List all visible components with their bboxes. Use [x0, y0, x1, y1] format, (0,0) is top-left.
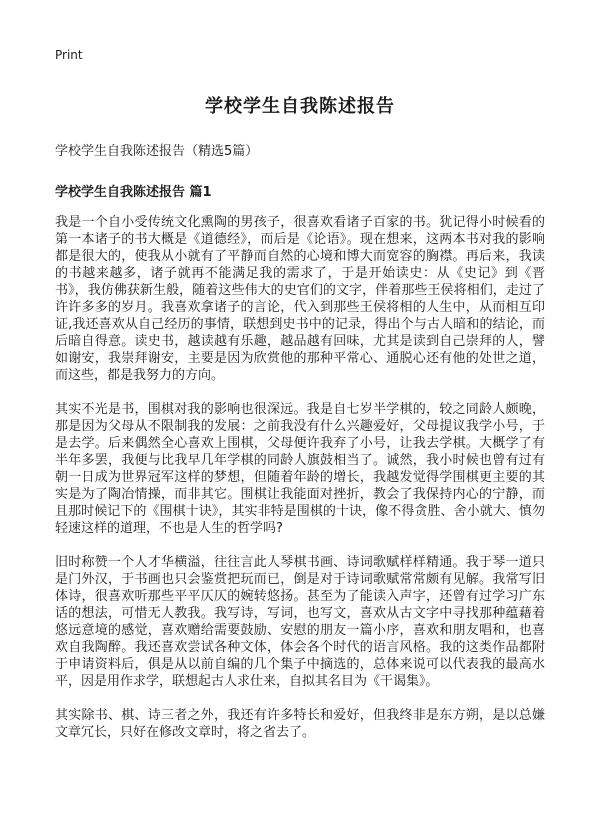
- section-heading: 学校学生自我陈述报告 篇1: [55, 185, 212, 200]
- document-title: 学校学生自我陈述报告: [205, 96, 395, 117]
- paragraph: 其实除书、棋、诗三者之外，我还有许多特长和爱好，但我终非是东方朔，是以总嫌文章冗长，只好在修改文章时，将之省去了。: [55, 708, 545, 740]
- print-button[interactable]: Print: [55, 48, 83, 62]
- paragraph: 旧时称赞一个人才华横溢，往往言此人琴棋书画、诗词歌赋样样精通。我于琴一道只是门外汉，于书画也只会鉴赏把玩而已，倒是对于诗词歌赋常常颇有见解。我常写旧体诗，很喜欢听那些平平仄仄的婉转悠扬。甚至为了能读入声字，还曾有过学习广东话的想法，可惜无人教我。我写诗，写词，也写文，喜欢从古文字中寻找那种蕴藉着悠远意境的感觉，喜欢赠给需要鼓励、安慰的朋友一篇小序，喜欢和朋友唱和，也喜欢自我陶醉。我还喜欢尝试各种文体，体会各个时代的语言风格。我的这类作品都附于申请资料后，俱是从以前自编的几个集子中摘选的，总体来说可以代表我的最高水平，因是用作求学，联想起古人求仕来，自拟其名目为《干谒集》。: [55, 555, 545, 689]
- paragraph: 我是一个自小受传统文化熏陶的男孩子，很喜欢看诸子百家的书。犹记得小时候看的第一本诸子的书大概是《道德经》，而后是《论语》。现在想来，这两本书对我的影响都是很大的，使我从小就有了平静而自然的心境和博大而宽容的胸襟。再后来，我读的书越来越多，诸子就再不能满足我的需求了，于是开始读史：从《史记》到《晋书》，我仿佛获新生般，随着这些伟大的史官们的文字，伴着那些王侯将相们，走过了许许多多的岁月。我喜欢拿诸子的言论，代入到那些王侯将相的人生中，从而相互印证,我还喜欢从自己经历的事情，联想到史书中的记录，得出个与古人暗和的结论，而后暗自得意。读史书，越读越有乐趣，越品越有回味，尤其是读到自己崇拜的人，譬如谢安，我崇拜谢安，主要是因为欣赏他的那种平常心、通脱心还有他的处世之道，而这些，都是我努力的方向。: [55, 215, 545, 383]
- document-subtitle: 学校学生自我陈述报告（精选5篇）: [55, 144, 259, 159]
- paragraph: 其实不光是书，围棋对我的影响也很深远。我是自七岁半学棋的，较之同龄人颇晚，那是因为父母从不限制我的发展：之前我没有什么兴趣爱好，父母提议我学小号，于是去学。后来偶然全心喜欢上围棋，父母便许我弃了小号，让我去学棋。大概学了有半年多罢，我便与比我早几年学棋的同龄人旗鼓相当了。诚然，我小时候也曾有过有朝一日成为世界冠军这样的梦想，但随着年龄的增长，我越发觉得学围棋更主要的其实是为了陶冶情操，而非其它。围棋让我能面对挫折，教会了我保持内心的宁静，而且那时候记下的《围棋十诀》，其实非特是围棋的十诀，像不得贪胜、舍小就大、慎勿轻速这样的道理，不也是人生的哲学吗?: [55, 402, 545, 536]
